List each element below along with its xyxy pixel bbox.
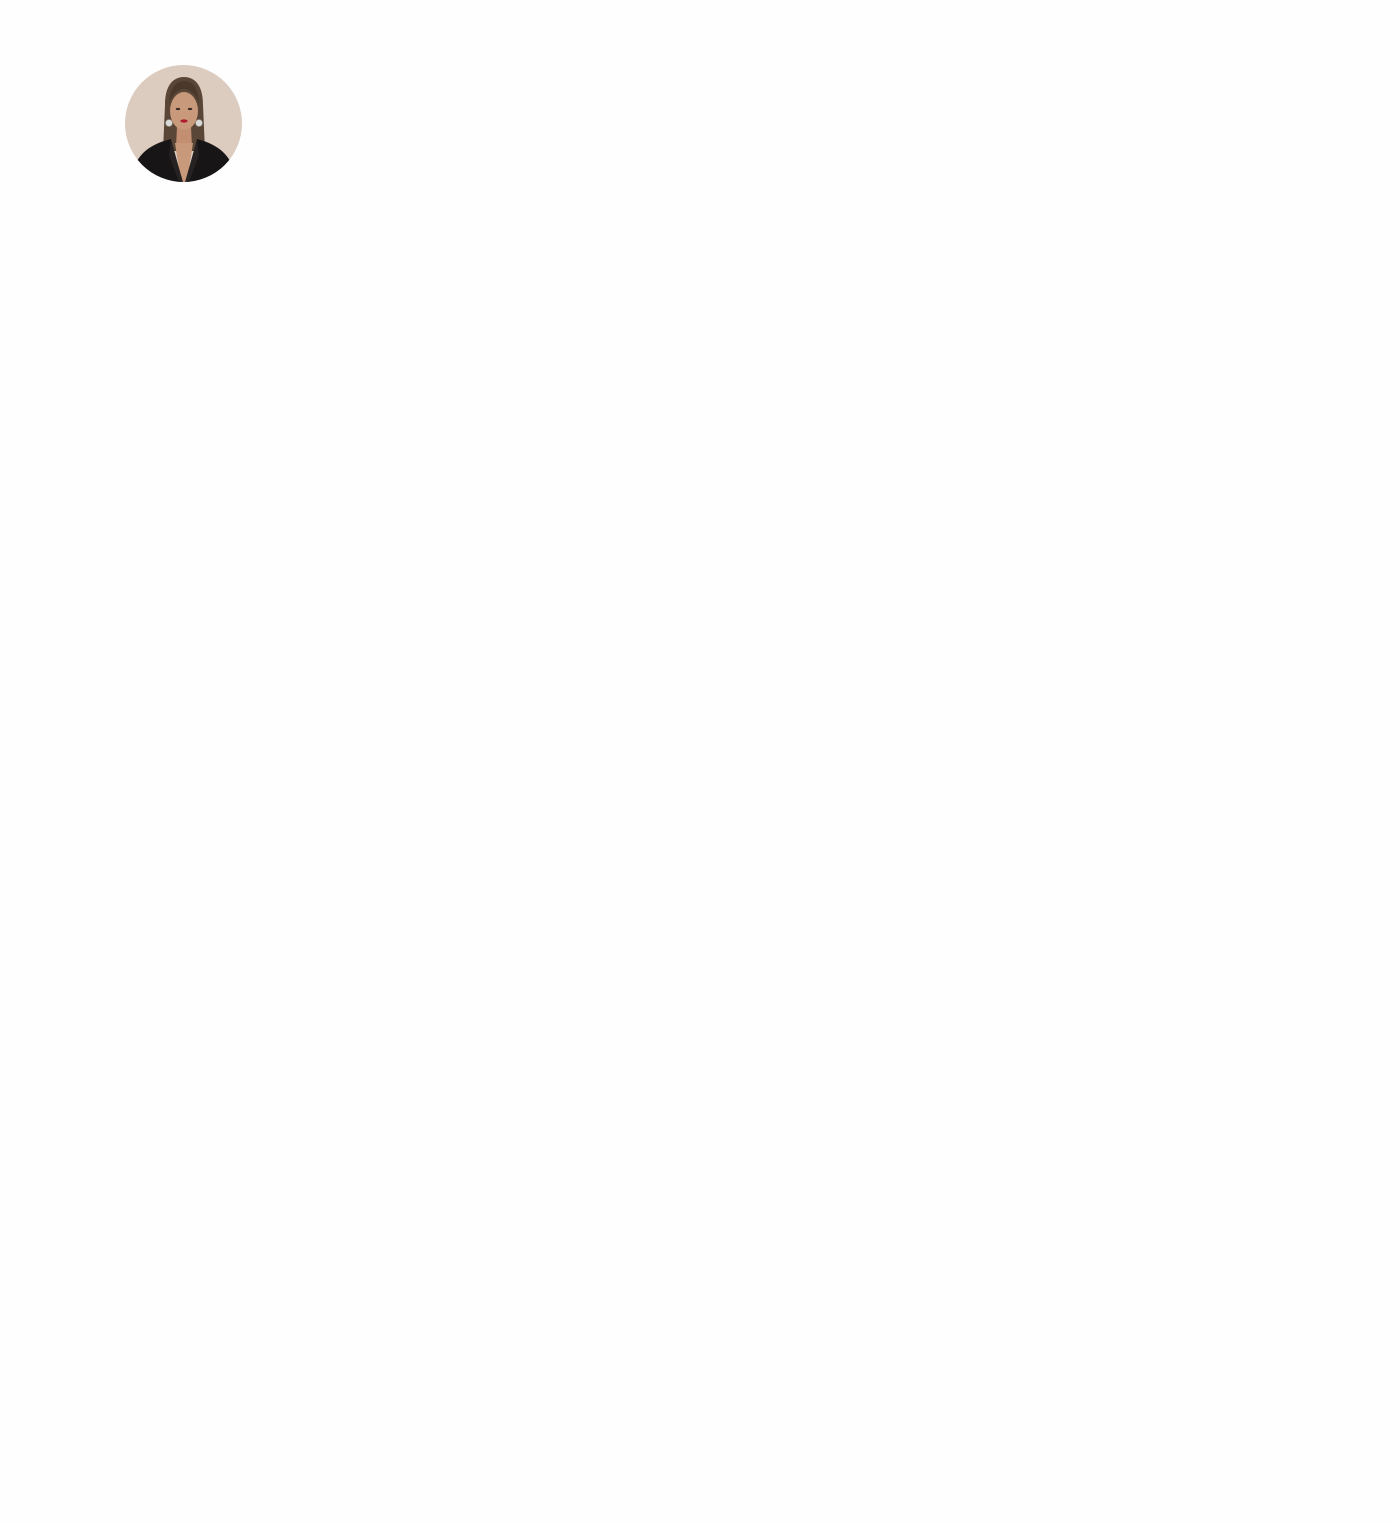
avatar[interactable] — [125, 65, 242, 182]
avatar-eye-right — [188, 108, 192, 110]
avatar-earring-left — [166, 120, 173, 127]
avatar-eye-left — [176, 108, 180, 110]
avatar-lips — [180, 119, 187, 122]
avatar-portrait-icon — [125, 65, 242, 182]
avatar-earring-right — [196, 120, 203, 127]
avatar-face — [170, 92, 198, 130]
